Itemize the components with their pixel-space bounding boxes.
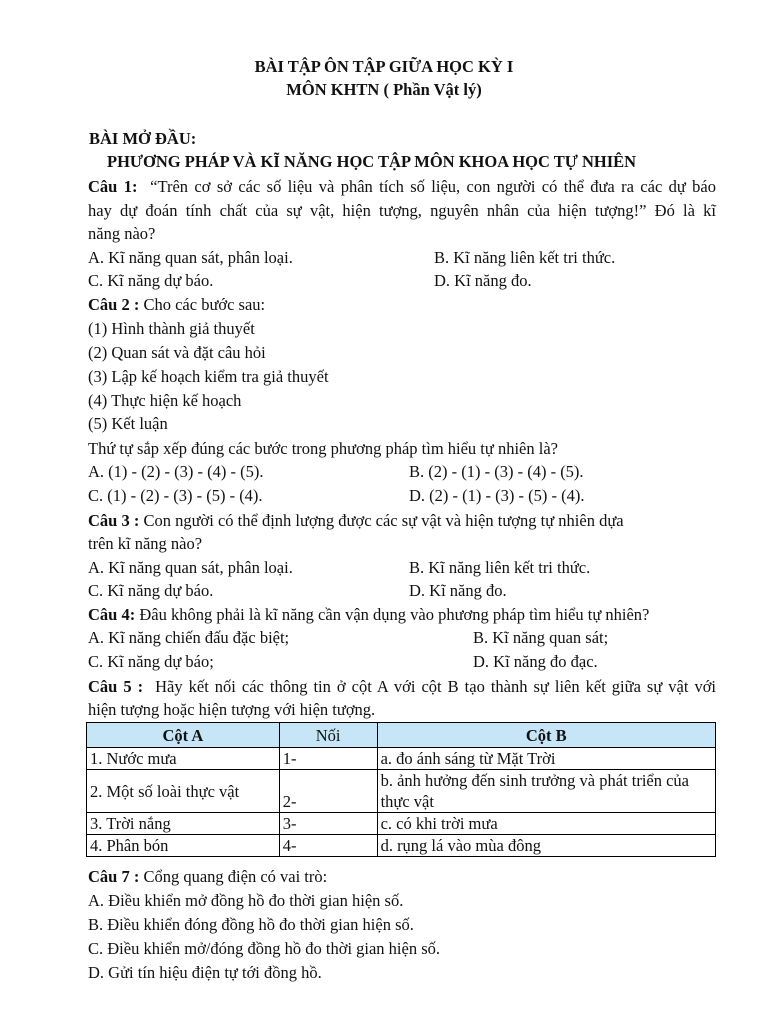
q4-option-d: D. Kĩ năng đo đạc. xyxy=(473,652,598,671)
q2-step-3: (3) Lập kế hoạch kiểm tra giả thuyết xyxy=(88,367,329,386)
q7-option-b: B. Điều khiển đóng đồng hồ đo thời gian hiện số. xyxy=(88,915,414,934)
q1-label: Câu 1: xyxy=(88,177,138,196)
q5-line-1 xyxy=(88,677,716,697)
column-header-noi: Nối xyxy=(279,723,377,748)
cell-b: b. ảnh hưởng đến sinh trưởng và phát triển của thực vật xyxy=(377,770,715,813)
column-header-b: Cột B xyxy=(377,723,715,748)
q1-line-3: năng nào? xyxy=(88,224,156,243)
q2-step-4: (4) Thực hiện kế hoạch xyxy=(88,391,242,410)
q1-text-1: “Trên cơ sở các số liệu và phân tích số liệu, con người có thể đưa ra các dự báo xyxy=(150,177,716,196)
document-title: BÀI TẬP ÔN TẬP GIỮA HỌC KỲ I xyxy=(254,57,514,76)
q2-text: Cho các bước sau: xyxy=(143,295,266,314)
column-header-a: Cột A xyxy=(87,723,280,748)
q1-option-a: A. Kĩ năng quan sát, phân loại. xyxy=(88,248,293,267)
q1-line-2: hay dự đoán tính chất của sự vật, hiện tượng, nguyên nhân của hiện tượng!” Đó là kĩ xyxy=(88,201,716,220)
q4-line xyxy=(88,605,649,625)
cell-noi: 4- xyxy=(279,835,377,857)
q2-option-d: D. (2) - (1) - (3) - (5) - (4). xyxy=(409,486,585,505)
cell-noi: 3- xyxy=(279,813,377,835)
q3-option-d: D. Kĩ năng đo. xyxy=(409,581,507,600)
lesson-label: BÀI MỞ ĐẦU: xyxy=(89,129,197,148)
q2-question: Thứ tự sắp xếp đúng các bước trong phương pháp tìm hiểu tự nhiên là? xyxy=(88,439,558,458)
q7-option-a: A. Điều khiển mở đồng hồ đo thời gian hiện số. xyxy=(88,891,404,910)
table-row xyxy=(87,835,716,857)
q7-option-d: D. Gửi tín hiệu điện tự tới đồng hồ. xyxy=(88,963,322,982)
cell-a: 1. Nước mưa xyxy=(87,748,280,770)
q3-label: Câu 3 : xyxy=(88,511,140,530)
cell-b: d. rụng lá vào mùa đông xyxy=(377,835,715,857)
table-row xyxy=(87,813,716,835)
q3-line-2: trên kĩ năng nào? xyxy=(88,534,203,553)
document-subtitle: MÔN KHTN ( Phần Vật lý) xyxy=(286,80,482,99)
cell-a: 3. Trời nắng xyxy=(87,813,280,835)
q2-label: Câu 2 : xyxy=(88,295,140,314)
q7-option-c: C. Điều khiển mở/đóng đồng hồ đo thời gian hiện số. xyxy=(88,939,441,958)
q4-option-a: A. Kĩ năng chiến đấu đặc biệt; xyxy=(88,628,290,647)
q2-line xyxy=(88,295,265,315)
q2-option-b: B. (2) - (1) - (3) - (4) - (5). xyxy=(409,462,584,481)
q2-step-5: (5) Kết luận xyxy=(88,414,168,433)
q1-option-b: B. Kĩ năng liên kết tri thức. xyxy=(434,248,616,267)
q3-text-1: Con người có thể định lượng được các sự vật và hiện tượng tự nhiên dựa xyxy=(143,511,624,530)
lesson-title: PHƯƠNG PHÁP VÀ KĨ NĂNG HỌC TẬP MÔN KHOA HỌC TỰ NHIÊN xyxy=(107,152,637,171)
q5-text-1: Hãy kết nối các thông tin ở cột A với cột B tạo thành sự liên kết giữa sự vật với xyxy=(155,677,717,696)
q4-option-b: B. Kĩ năng quan sát; xyxy=(473,628,609,647)
q7-text: Cổng quang điện có vai trò: xyxy=(143,867,328,886)
cell-b: a. đo ánh sáng từ Mặt Trời xyxy=(377,748,715,770)
table-row xyxy=(87,748,716,770)
matching-table xyxy=(86,722,716,857)
q5-line-2: hiện tượng hoặc hiện tượng với hiện tượng. xyxy=(88,700,376,719)
q3-option-c: C. Kĩ năng dự báo. xyxy=(88,581,214,600)
q3-option-b: B. Kĩ năng liên kết tri thức. xyxy=(409,558,591,577)
cell-noi: 1- xyxy=(279,748,377,770)
q5-label: Câu 5 : xyxy=(88,677,144,696)
q2-option-c: C. (1) - (2) - (3) - (5) - (4). xyxy=(88,486,263,505)
q4-option-c: C. Kĩ năng dự báo; xyxy=(88,652,214,671)
q1-line-1 xyxy=(88,177,716,197)
q4-text: Đâu không phải là kĩ năng cần vận dụng vào phương pháp tìm hiểu tự nhiên? xyxy=(139,605,650,624)
table-header-row xyxy=(87,723,716,748)
cell-a: 2. Một số loài thực vật xyxy=(87,770,280,813)
q7-label: Câu 7 : xyxy=(88,867,140,886)
q1-option-c: C. Kĩ năng dự báo. xyxy=(88,271,214,290)
q7-line xyxy=(88,867,327,887)
q2-step-2: (2) Quan sát và đặt câu hỏi xyxy=(88,343,266,362)
cell-a: 4. Phân bón xyxy=(87,835,280,857)
q3-line-1 xyxy=(88,511,624,531)
q2-option-a: A. (1) - (2) - (3) - (4) - (5). xyxy=(88,462,264,481)
q2-step-1: (1) Hình thành giả thuyết xyxy=(88,319,255,338)
q1-option-d: D. Kĩ năng đo. xyxy=(434,271,532,290)
cell-b: c. có khi trời mưa xyxy=(377,813,715,835)
table-row xyxy=(87,770,716,813)
q3-option-a: A. Kĩ năng quan sát, phân loại. xyxy=(88,558,293,577)
cell-noi: 2- xyxy=(279,770,377,813)
q4-label: Câu 4: xyxy=(88,605,136,624)
